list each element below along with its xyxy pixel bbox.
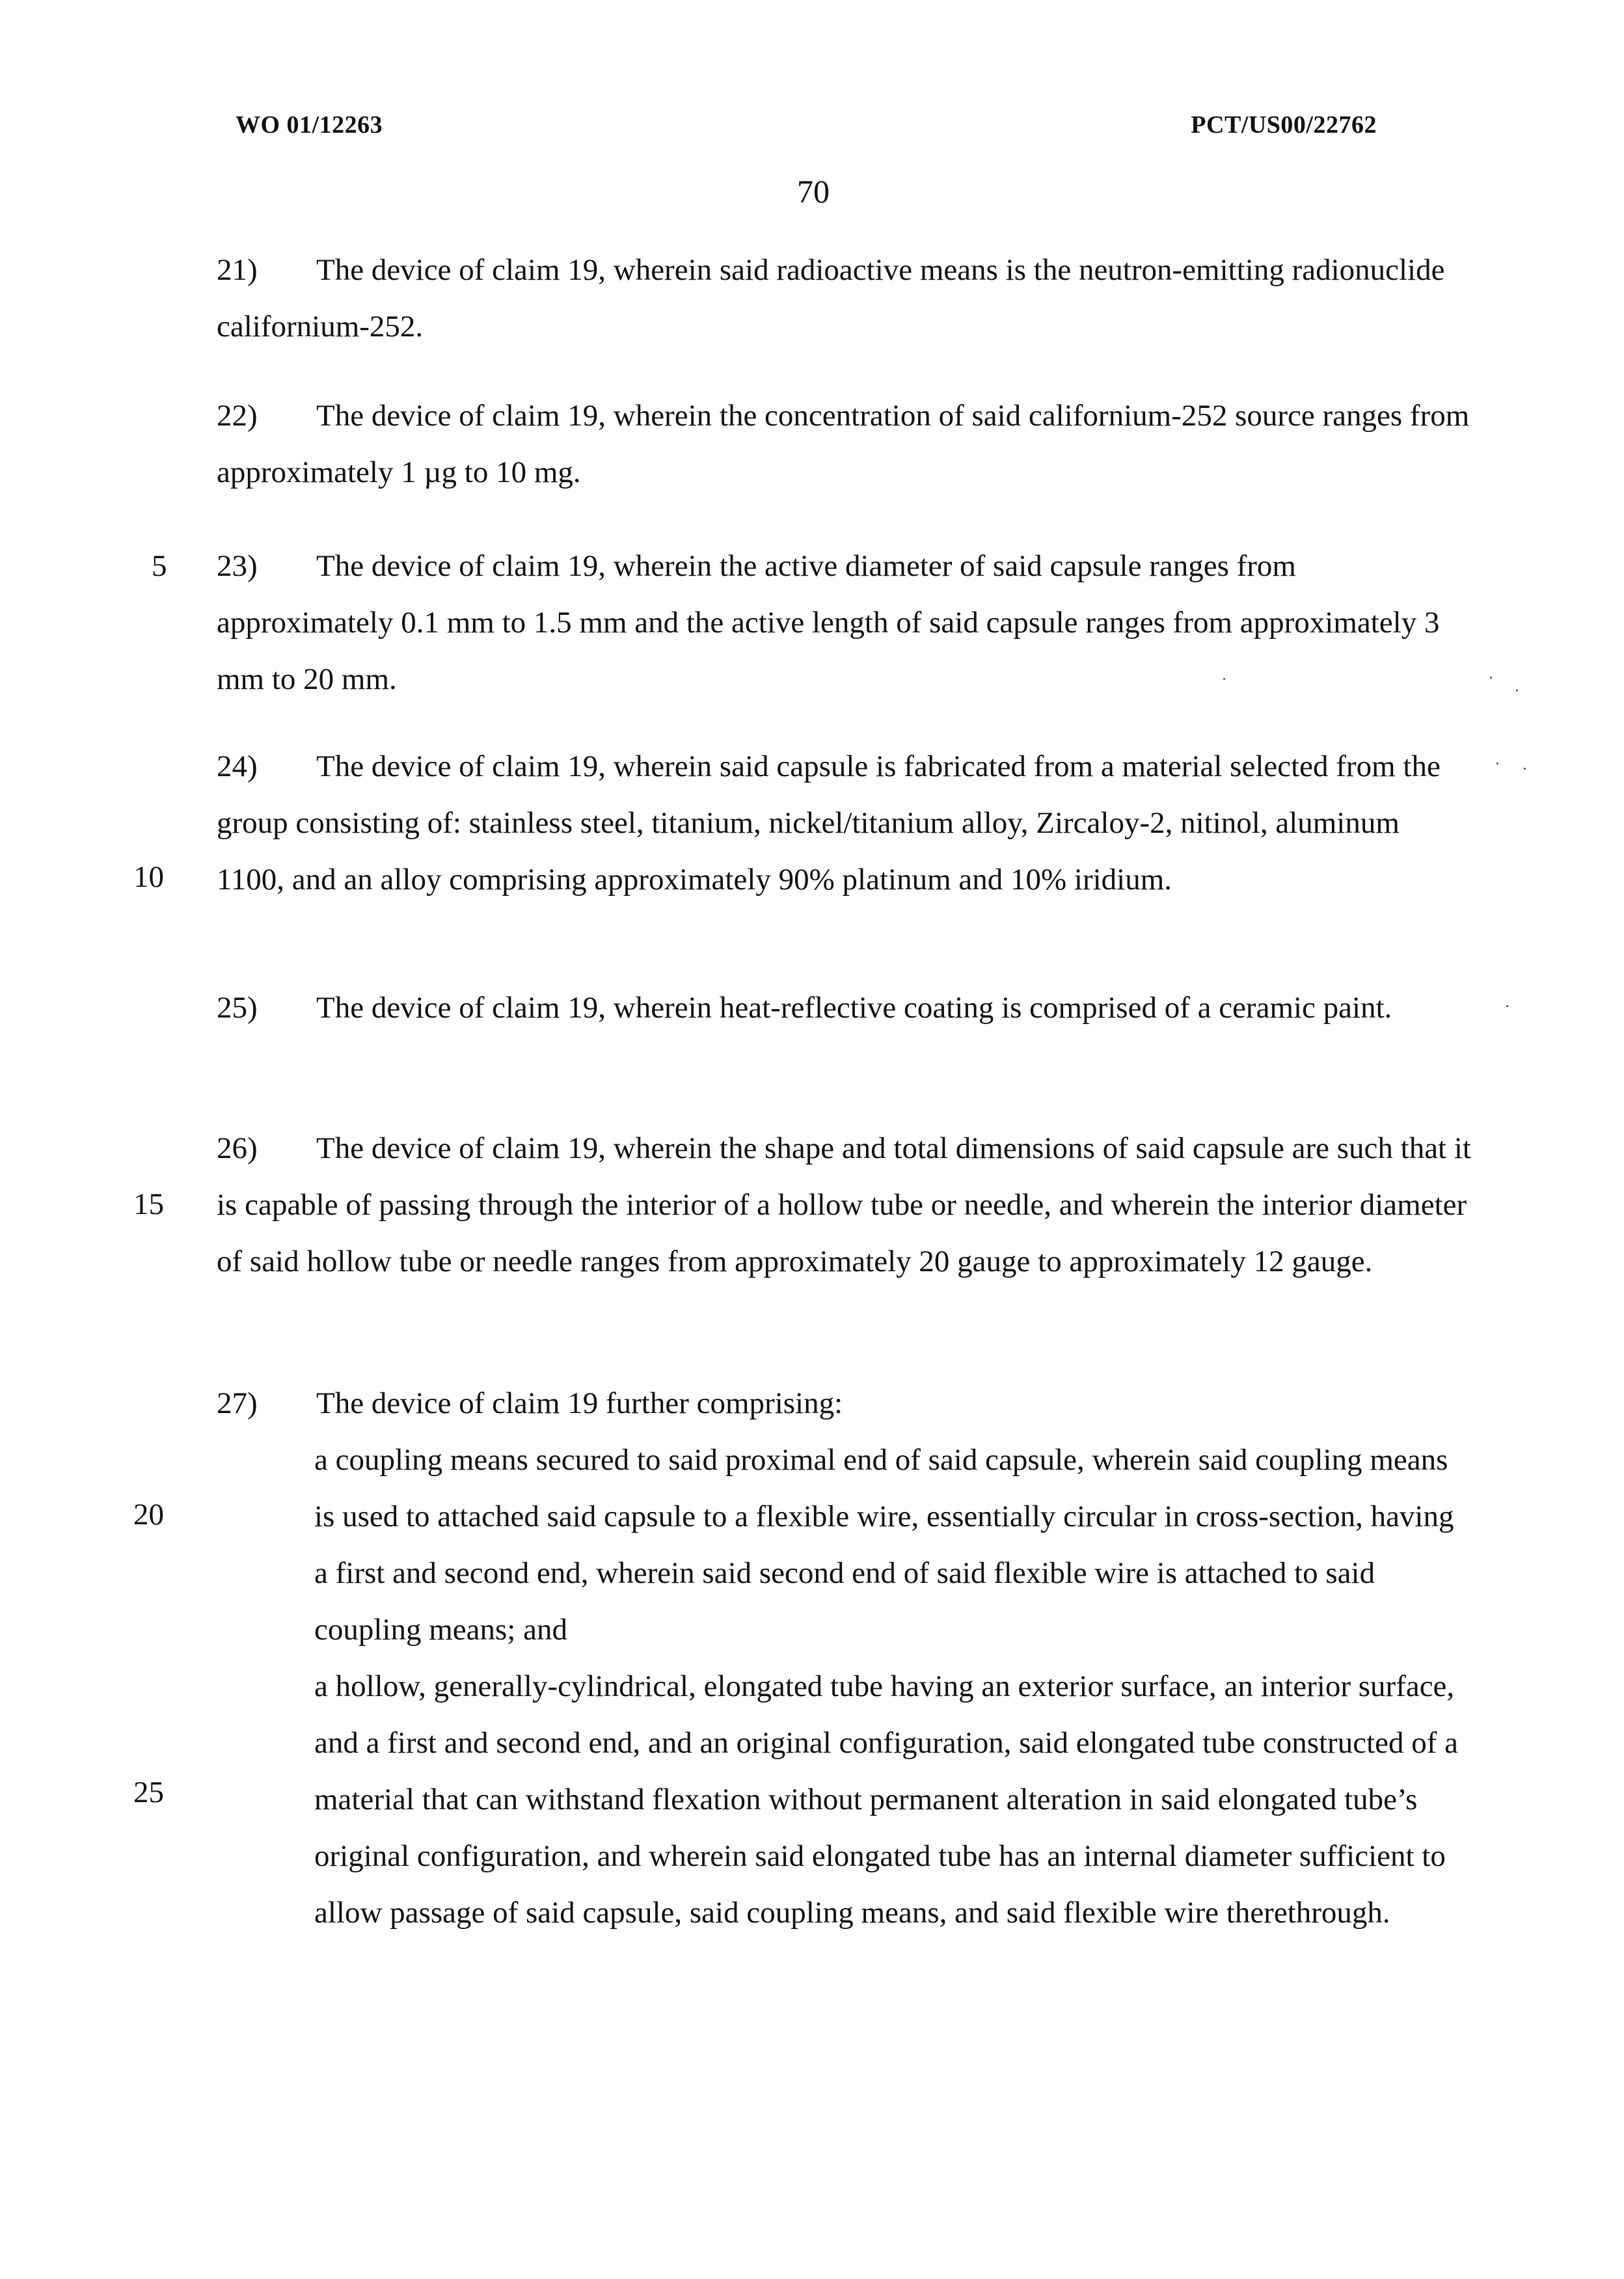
scan-speck (1223, 678, 1225, 680)
page-number: 70 (797, 173, 830, 209)
claim-22 (217, 388, 1472, 501)
claim-23 (217, 538, 1472, 708)
claim-25 (217, 980, 1472, 1036)
line-number-5: 5 (152, 549, 167, 583)
claim-number: 24) (217, 749, 258, 783)
claim-26 (217, 1120, 1472, 1290)
claim-24 (217, 738, 1472, 908)
scan-speck (1490, 677, 1492, 679)
scan-speck (1516, 690, 1518, 692)
claim-text: The device of claim 19, wherein the concentration of said californium-252 source ranges from approximately 1 µg to 10 mg. (217, 399, 1470, 489)
claim-number: 23) (217, 549, 258, 583)
claim-number: 22) (217, 399, 258, 433)
application-number: PCT/US00/22762 (1191, 111, 1377, 139)
scan-speck (1524, 768, 1526, 770)
claim-text: The device of claim 19, wherein said capsule is fabricated from a material selected from the group consisting of: stainless steel, titanium, nickel/titanium alloy, Zircaloy-2, nitinol, aluminum 1100, and an alloy comprising approximately 90% platinum and 10% iridium. (217, 749, 1441, 897)
claim-number: 21) (217, 253, 258, 287)
scan-speck (1496, 762, 1498, 764)
scan-speck (1506, 1005, 1508, 1007)
claim-text: The device of claim 19 further comprising: (316, 1386, 843, 1420)
line-number-20: 20 (133, 1498, 164, 1531)
claim-text: The device of claim 19, wherein heat-reflective coating is comprised of a ceramic paint. (316, 991, 1392, 1025)
claim-number: 27) (217, 1386, 258, 1420)
claim-number: 26) (217, 1131, 258, 1165)
claim-subparagraph-coupling-means: a coupling means secured to said proximal end of said capsule, wherein said coupling means is used to attached said capsule to a flexible wire, essentially circular in cross-section, having a first and second end, wherein said second end of said flexible wire is attached to said coupling means; and (314, 1443, 1454, 1647)
claim-text: The device of claim 19, wherein the shape and total dimensions of said capsule are such that it is capable of passing through the interior of a hollow tube or needle, and wherein the interior diameter of said hollow tube or needle ranges from approximately 20 gauge to approximately 12 gauge. (217, 1131, 1471, 1278)
claim-text: The device of claim 19, wherein said radioactive means is the neutron-emitting radionuclide californium-252. (217, 253, 1445, 344)
claim-21 (217, 242, 1472, 355)
claim-number: 25) (217, 991, 258, 1025)
line-number-15: 15 (133, 1187, 164, 1221)
publication-number: WO 01/12263 (236, 111, 383, 139)
claim-27 (217, 1375, 1472, 1941)
line-number-25: 25 (133, 1775, 164, 1809)
claim-text: The device of claim 19, wherein the active diameter of said capsule ranges from approximately 0.1 mm to 1.5 mm and the active length of said capsule ranges from approximately 3 mm to 20 mm. (217, 549, 1440, 696)
claim-subparagraph-elongated-tube: a hollow, generally-cylindrical, elongated tube having an exterior surface, an interior surface, and a first and second end, and an original configuration, said elongated tube constructed of a material that can withstand flexation without permanent alteration in said elongated tube’s original configuration, and wherein said elongated tube has an internal diameter sufficient to allow passage of said capsule, said coupling means, and said flexible wire therethrough. (314, 1669, 1459, 1930)
line-number-10: 10 (133, 860, 164, 894)
